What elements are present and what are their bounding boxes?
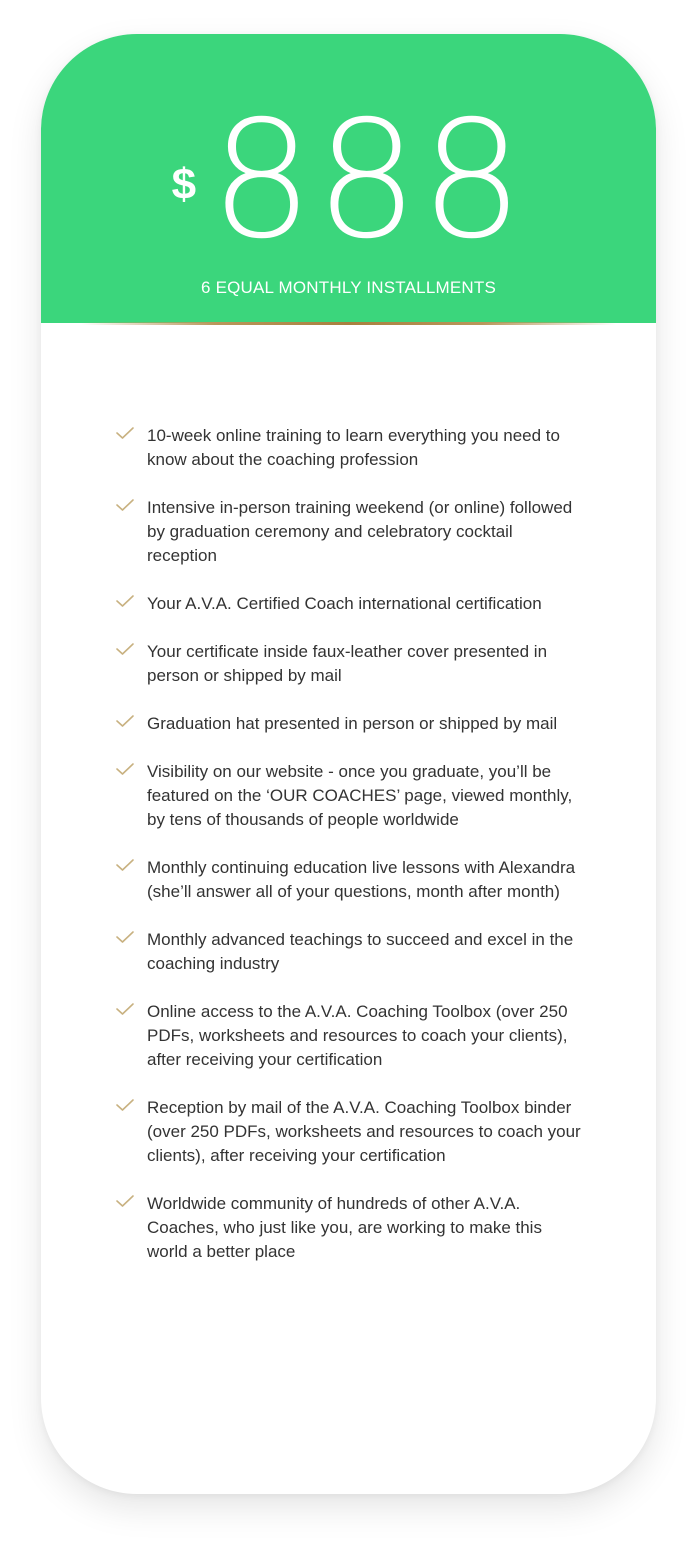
checkmark-icon <box>116 1099 134 1111</box>
feature-text: Graduation hat presented in person or shipped by mail <box>147 714 558 733</box>
feature-text: 10-week online training to learn everything you need to know about the coaching profession <box>147 426 560 469</box>
feature-item <box>116 424 586 472</box>
feature-item <box>116 496 586 568</box>
price <box>41 87 656 275</box>
feature-text: Reception by mail of the A.V.A. Coaching Toolbox binder (over 250 PDFs, worksheets and resources to coach your clients), after receiving your certification <box>147 1098 581 1165</box>
price-header <box>41 34 656 323</box>
feature-list <box>116 424 586 1288</box>
checkmark-icon <box>116 427 134 439</box>
feature-item <box>116 1192 586 1264</box>
feature-text: Visibility on our website - once you graduate, you’ll be featured on the ‘OUR COACHES’ page, viewed monthly, by tens of thousands of people worldwide <box>147 762 573 829</box>
pricing-card <box>41 34 656 1494</box>
checkmark-icon <box>116 931 134 943</box>
feature-item <box>116 1000 586 1072</box>
checkmark-icon <box>116 499 134 511</box>
feature-text: Monthly advanced teachings to succeed and excel in the coaching industry <box>147 930 574 973</box>
feature-item <box>116 856 586 904</box>
feature-text: Online access to the A.V.A. Coaching Toolbox (over 250 PDFs, worksheets and resources to coach your clients), after receiving your certification <box>147 1002 568 1069</box>
payment-plan-label: 6 EQUAL MONTHLY INSTALLMENTS <box>201 278 496 297</box>
checkmark-icon <box>116 1195 134 1207</box>
feature-item <box>116 592 586 616</box>
checkmark-icon <box>116 643 134 655</box>
feature-text: Your certificate inside faux-leather cover presented in person or shipped by mail <box>147 642 548 685</box>
feature-text: Monthly continuing education live lessons with Alexandra (she’ll answer all of your questions, month after month) <box>147 858 576 901</box>
feature-item <box>116 760 586 832</box>
checkmark-icon <box>116 1003 134 1015</box>
feature-text: Your A.V.A. Certified Coach international certification <box>147 594 542 613</box>
feature-item <box>116 712 586 736</box>
price-currency: $ <box>171 160 197 209</box>
feature-item <box>116 640 586 688</box>
feature-text: Worldwide community of hundreds of other A.V.A. Coaches, who just like you, are working to make this world a better place <box>147 1194 542 1261</box>
feature-text: Intensive in-person training weekend (or online) followed by graduation ceremony and celebratory cocktail reception <box>147 498 573 565</box>
checkmark-icon <box>116 763 134 775</box>
feature-item <box>116 928 586 976</box>
checkmark-icon <box>116 715 134 727</box>
checkmark-icon <box>116 595 134 607</box>
feature-item <box>116 1096 586 1168</box>
checkmark-icon <box>116 859 134 871</box>
price-amount: 888 <box>210 87 526 275</box>
header-divider <box>81 322 616 325</box>
